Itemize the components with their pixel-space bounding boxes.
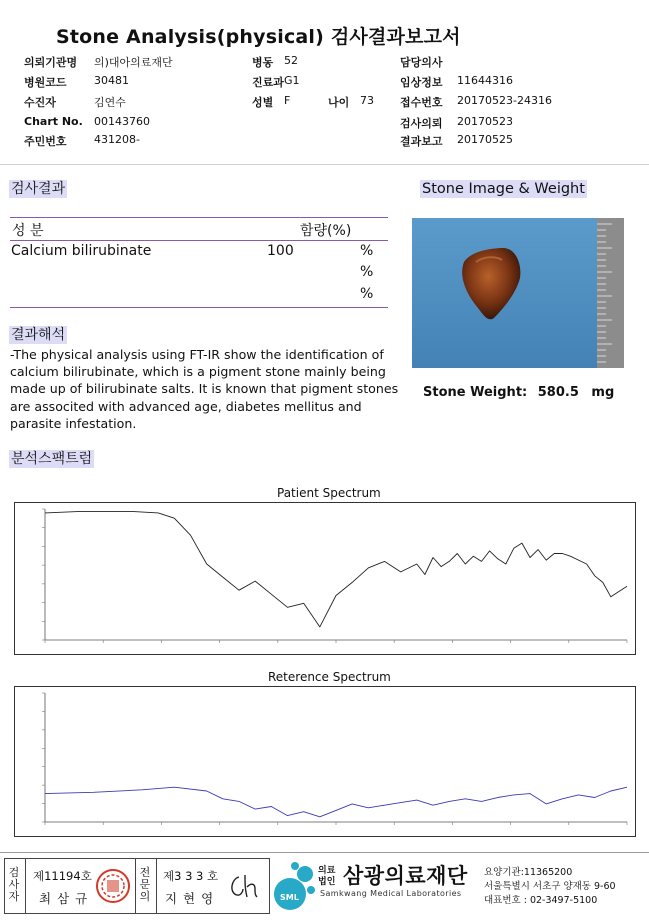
hospital-code-value: 30481	[94, 74, 129, 87]
signature-divider	[156, 859, 157, 913]
spectrum-axis	[45, 509, 627, 640]
patient-spectrum-plot	[15, 503, 635, 654]
institution-label: 의뢰기관명	[24, 56, 78, 69]
org-phone: 대표번호 : 02-3497-5100	[484, 895, 598, 906]
clinical-info-value: 11644316	[457, 74, 513, 87]
specialist-name: 지 현 영	[165, 891, 215, 906]
chart-no-label: Chart No.	[24, 115, 83, 128]
hospital-code-field	[24, 74, 129, 90]
reference-spectrum-plot	[15, 687, 635, 836]
results-row-unit: %	[360, 243, 374, 259]
results-row-content: 100	[267, 243, 294, 259]
stone-weight-value: 580.5	[537, 385, 579, 400]
request-date-field	[400, 115, 513, 131]
results-section-title: 검사결과	[11, 181, 66, 197]
report-date-field	[400, 133, 513, 149]
sml-logo-text: SML	[280, 893, 299, 902]
results-row-unit: %	[360, 286, 374, 302]
inspector-label: 검사자	[8, 866, 20, 903]
ward-label: 병동	[252, 56, 274, 69]
stone-weight-label: Stone Weight:	[423, 385, 528, 400]
org-name: 삼광의료재단	[343, 864, 468, 888]
reference-spectrum-title: Reterence Spectrum	[268, 670, 391, 684]
results-row-component: Calcium bilirubinate	[11, 243, 152, 259]
institution-value: 의)대아의료재단	[94, 56, 173, 69]
sex-label: 성별	[252, 96, 274, 109]
signature-divider	[135, 859, 136, 913]
stone-photo	[412, 218, 624, 368]
interpretation-section-title: 결과해석	[11, 327, 66, 343]
specialist-license: 제3 3 3 호	[163, 869, 219, 883]
receipt-no-value: 20170523-24316	[457, 94, 552, 107]
interpretation-text: -The physical analysis using FT-IR show the identification of calcium bilirubinate, which is a pigment stone mainly being made up of bilirubinate salts. It is known that pigment stones are associted with advanced age, diabetes mellitus and parasite infestation.	[10, 347, 399, 431]
patient-spectrum-title: Patient Spectrum	[277, 486, 381, 500]
department-field	[252, 74, 300, 90]
age-label: 나이	[328, 96, 350, 109]
report-date-value: 20170525	[457, 133, 513, 146]
stone-weight-unit: mg	[591, 385, 615, 400]
clinical-info-field	[400, 74, 513, 90]
stone-section-title: Stone Image & Weight	[422, 181, 585, 197]
report-title: Stone Analysis(physical) 검사결과보고서	[56, 26, 461, 48]
stone-photo-image	[412, 218, 624, 368]
chart-no-value: 00143760	[94, 115, 150, 128]
spectrum-series-line	[45, 512, 627, 627]
resident-no-field	[24, 133, 140, 149]
request-date-value: 20170523	[457, 115, 513, 128]
stone-weight	[423, 385, 614, 400]
sml-logo-icon	[272, 860, 316, 912]
patient-spectrum-chart	[14, 502, 636, 655]
hospital-code-label: 병원코드	[24, 76, 67, 89]
age-value: 73	[360, 94, 374, 107]
patient-name-field	[24, 94, 126, 110]
header-divider	[0, 164, 649, 165]
signature-box	[4, 858, 270, 914]
ward-field	[252, 54, 298, 70]
patient-name-value: 김연수	[94, 96, 126, 109]
ward-value: 52	[284, 54, 298, 67]
receipt-no-field	[400, 94, 552, 110]
report-date-label: 결과보고	[400, 135, 443, 148]
results-table-bottom-rule	[10, 307, 388, 308]
footer-divider	[0, 852, 649, 853]
results-row-unit: %	[360, 264, 374, 280]
inspector-name: 최 삼 규	[39, 891, 89, 906]
results-col-component: 성 분	[12, 223, 44, 239]
sex-field	[252, 94, 291, 110]
receipt-no-label: 접수번호	[400, 96, 443, 109]
results-col-content: 함량(%)	[300, 223, 352, 239]
age-field	[328, 94, 374, 110]
chart-no-field	[24, 115, 150, 128]
spectrum-series-line	[45, 787, 627, 817]
inspector-seal-icon	[95, 868, 131, 904]
doctor-field	[400, 54, 443, 70]
specialist-label: 전문의	[139, 866, 151, 903]
care-code: 요양기관:11365200	[484, 867, 573, 878]
results-table-header-rule	[10, 240, 388, 241]
spectrum-axis	[45, 693, 627, 822]
reference-spectrum-chart	[14, 686, 636, 837]
department-value: G1	[284, 74, 300, 87]
spectra-section-title: 분석스팩트럼	[11, 451, 93, 467]
org-prefix: 의료법인	[318, 866, 336, 887]
specialist-signature-icon	[225, 871, 261, 901]
inspector-license: 제11194호	[33, 869, 92, 883]
resident-no-label: 주민번호	[24, 135, 67, 148]
org-english-name: Samkwang Medical Laboratories	[320, 889, 462, 898]
signature-divider	[25, 859, 26, 913]
results-table-top-rule	[10, 217, 388, 218]
patient-name-label: 수진자	[24, 96, 56, 109]
request-date-label: 검사의뢰	[400, 117, 443, 130]
clinical-info-label: 임상정보	[400, 76, 443, 89]
org-address: 서울특별시 서초구 양재동 9-60	[484, 881, 616, 892]
department-label: 진료과	[252, 76, 284, 89]
institution-field	[24, 54, 173, 70]
doctor-label: 담당의사	[400, 56, 443, 69]
resident-no-value: 431208-	[94, 133, 140, 146]
sex-value: F	[284, 94, 291, 107]
